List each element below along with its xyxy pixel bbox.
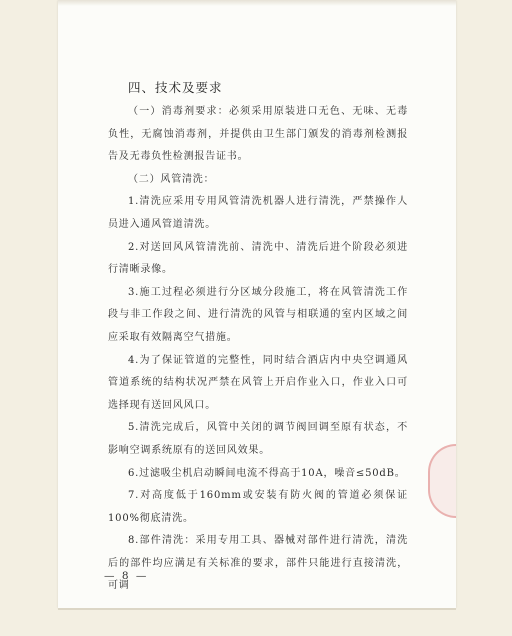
section-heading: 四、技术及要求 — [128, 80, 223, 95]
paragraph-disinfectant-requirements: （一）消毒剂要求：必须采用原装进口无色、无味、无毒负性，无腐蚀消毒剂，并提供由卫生部门颁发的消毒剂检测报告及无毒负性检测报告证书。 — [108, 106, 408, 163]
page-bottom-edge — [58, 608, 456, 610]
paragraph-item-3: 3.施工过程必须进行分区域分段施工，将在风管清洗工作段与非工作段之间、进行清洗的风管与相联通的室内区域之间应采取有效隔离空气措施。 — [108, 286, 408, 343]
paragraph-item-2: 2.对送回风风管清洗前、清洗中、清洗后进个阶段必须进行清晰录像。 — [108, 241, 408, 276]
paragraph-item-1: 1.清洗应采用专用风管清洗机器人进行清洗，严禁操作人员进入通风管道清洗。 — [108, 196, 408, 230]
paragraph-item-8: 8.部件清洗：采用专用工具、器械对部件进行清洗，清洗后的部件均应满足有关标准的要求，部件只能进行直接清洗，可调 — [108, 535, 408, 592]
paragraph-item-7: 7.对高度低于160mm或安装有防火阀的管道必须保证100%彻底清洗。 — [108, 490, 408, 524]
paragraph-item-6: 6.过滤吸尘机启动瞬间电流不得高于10A，噪音≤50dB。 — [128, 467, 406, 479]
paragraph-item-4: 4.为了保证管道的完整性，同时结合酒店内中央空调通风管道系统的结构状况严禁在风管上开启作业入口，作业入口可选择现有送回风风口。 — [108, 354, 408, 411]
document-page — [58, 0, 456, 608]
paragraph-duct-cleaning-title: （二）风管清洗： — [128, 173, 215, 185]
seal-stamp-icon — [428, 444, 456, 518]
document-body — [108, 78, 408, 598]
page-number: — 8 — — [104, 570, 149, 582]
paragraph-item-5: 5.清洗完成后，风管中关闭的调节阀回调至原有状态，不影响空调系统原有的送回风效果。 — [108, 422, 408, 456]
